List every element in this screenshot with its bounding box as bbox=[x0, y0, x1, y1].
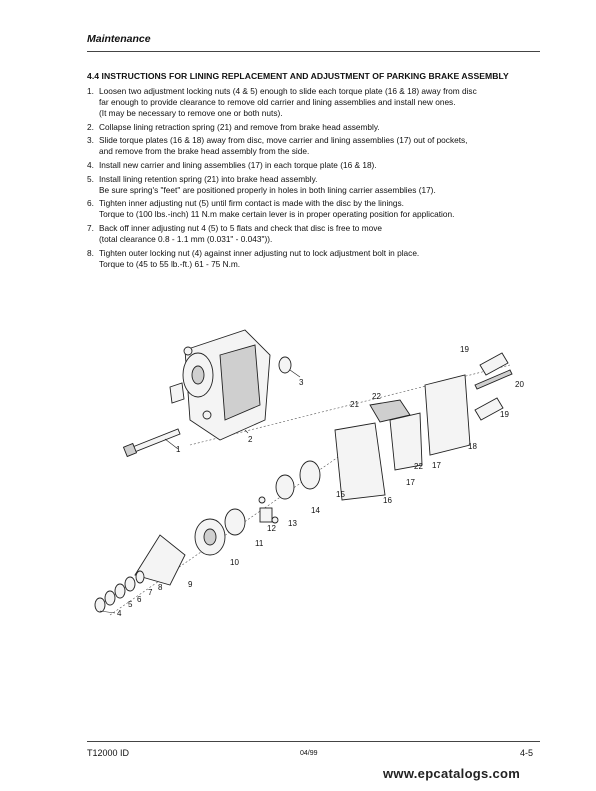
step-number: 8. bbox=[87, 247, 94, 258]
callout-label: 13 bbox=[288, 519, 297, 528]
torque-plate-16 bbox=[335, 423, 385, 500]
watermark-text: www.epcatalogs.com bbox=[383, 766, 521, 781]
locking-nut bbox=[95, 598, 105, 612]
callout-label: 3 bbox=[299, 378, 304, 387]
step-line: Collapse lining retraction spring (21) and remove from brake head assembly. bbox=[99, 121, 380, 132]
page-number: 4-5 bbox=[520, 748, 534, 758]
washer-small bbox=[259, 497, 265, 503]
step-line: (total clearance 0.8 - 1.1 mm (0.031" - 0.043")). bbox=[99, 234, 273, 245]
callout-label: 4 bbox=[117, 609, 122, 618]
callout-label: 17 bbox=[432, 461, 441, 470]
cam-plate bbox=[225, 509, 245, 535]
step-item bbox=[87, 174, 542, 196]
callout-label: 12 bbox=[267, 524, 276, 533]
step-number: 3. bbox=[87, 135, 94, 146]
callout-label: 16 bbox=[383, 496, 392, 505]
callout-label: 21 bbox=[350, 400, 359, 409]
step-item bbox=[87, 248, 542, 270]
washer bbox=[136, 571, 144, 583]
step-line: Be sure spring's "feet" are positioned properly in holes in both lining carrier assemblies (17). bbox=[99, 184, 436, 195]
step-number: 4. bbox=[87, 160, 94, 171]
torque-plate-18 bbox=[425, 375, 470, 455]
step-item bbox=[87, 86, 542, 119]
spacer bbox=[260, 508, 272, 522]
step-text bbox=[99, 248, 542, 270]
hub-disc bbox=[300, 461, 320, 489]
callout-label: 20 bbox=[515, 380, 524, 389]
step-number: 6. bbox=[87, 198, 94, 209]
step-item bbox=[87, 223, 542, 245]
callout-label: 18 bbox=[468, 442, 477, 451]
adjustment-bolt bbox=[123, 429, 180, 457]
adjusting-nut bbox=[105, 591, 115, 605]
footer-rule bbox=[87, 741, 540, 742]
step-text bbox=[99, 122, 542, 133]
step-line: Install lining retention spring (21) into brake head assembly. bbox=[99, 173, 318, 184]
step-text bbox=[99, 223, 542, 245]
callout-label: 2 bbox=[248, 435, 253, 444]
step-line: Tighten outer locking nut (4) against inner adjusting nut to lock adjustment bolt in place. bbox=[99, 247, 420, 258]
callout-label: 19 bbox=[460, 345, 469, 354]
step-line: Tighten inner adjusting nut (5) until firm contact is made with the disc by the linings. bbox=[99, 198, 404, 209]
step-number: 7. bbox=[87, 223, 94, 234]
step-line: Slide torque plates (16 & 18) away from disc, move carrier and lining assemblies (17) out of pockets, bbox=[99, 135, 468, 146]
step-item bbox=[87, 135, 542, 157]
step-text bbox=[99, 160, 542, 171]
step-item bbox=[87, 198, 542, 220]
step-item bbox=[87, 122, 542, 133]
callout-label: 14 bbox=[311, 506, 320, 515]
washer bbox=[125, 577, 135, 591]
document-id: T12000 ID bbox=[87, 748, 130, 758]
section-title: 4.4 INSTRUCTIONS FOR LINING REPLACEMENT AND ADJUSTMENT OF PARKING BRAKE ASSEMBLY bbox=[87, 71, 509, 81]
bushing bbox=[279, 357, 291, 373]
step-line: Loosen two adjustment locking nuts (4 & 5) enough to slide each torque plate (16 & 18) away from disc bbox=[99, 86, 477, 96]
flange-disc bbox=[276, 475, 294, 499]
step-text bbox=[99, 86, 542, 119]
revision-date: 04/99 bbox=[300, 750, 318, 757]
callout-label: 15 bbox=[336, 490, 345, 499]
callout-label: 11 bbox=[255, 539, 264, 548]
step-line: and remove from the brake head assembly from the side. bbox=[99, 146, 310, 157]
callout-label: 10 bbox=[230, 558, 239, 567]
step-line: Install new carrier and lining assemblies (17) in each torque plate (16 & 18). bbox=[99, 160, 377, 171]
callout-label: 17 bbox=[406, 478, 415, 487]
step-number: 2. bbox=[87, 121, 94, 132]
callout-label: 9 bbox=[188, 580, 193, 589]
callout-label: 6 bbox=[137, 595, 142, 604]
callout-label: 22 bbox=[414, 462, 423, 471]
step-line: far enough to provide clearance to remove old carrier and lining assemblies and install new ones. bbox=[99, 97, 456, 108]
callout-label: 5 bbox=[128, 600, 133, 609]
callout-label: 19 bbox=[500, 410, 509, 419]
callout-label: 22 bbox=[372, 392, 381, 401]
exploded-view-diagram bbox=[70, 325, 530, 625]
header-title: Maintenance bbox=[87, 33, 151, 45]
callout-label: 7 bbox=[148, 588, 153, 597]
callout-label: 1 bbox=[176, 445, 181, 454]
step-item bbox=[87, 160, 542, 171]
washer-small bbox=[272, 517, 278, 523]
step-number: 5. bbox=[87, 173, 94, 184]
step-text bbox=[99, 135, 542, 157]
washer bbox=[115, 584, 125, 598]
step-line: Back off inner adjusting nut 4 (5) to 5 flats and check that disc is free to move bbox=[99, 223, 383, 234]
step-line: Torque to (100 lbs.-inch) 11 N.m make certain lever is in proper operating position for application. bbox=[99, 209, 455, 220]
step-line: Torque to (45 to 55 lb.-ft.) 61 - 75 N.m. bbox=[99, 258, 241, 269]
header-rule bbox=[87, 51, 540, 52]
step-text bbox=[99, 174, 542, 196]
step-text bbox=[99, 198, 542, 220]
brake-head-assembly bbox=[170, 330, 270, 440]
step-line: (It may be necessary to remove one or both nuts). bbox=[99, 108, 283, 119]
instruction-list bbox=[87, 86, 542, 272]
step-number: 1. bbox=[87, 86, 94, 96]
callout-label: 8 bbox=[158, 583, 163, 592]
